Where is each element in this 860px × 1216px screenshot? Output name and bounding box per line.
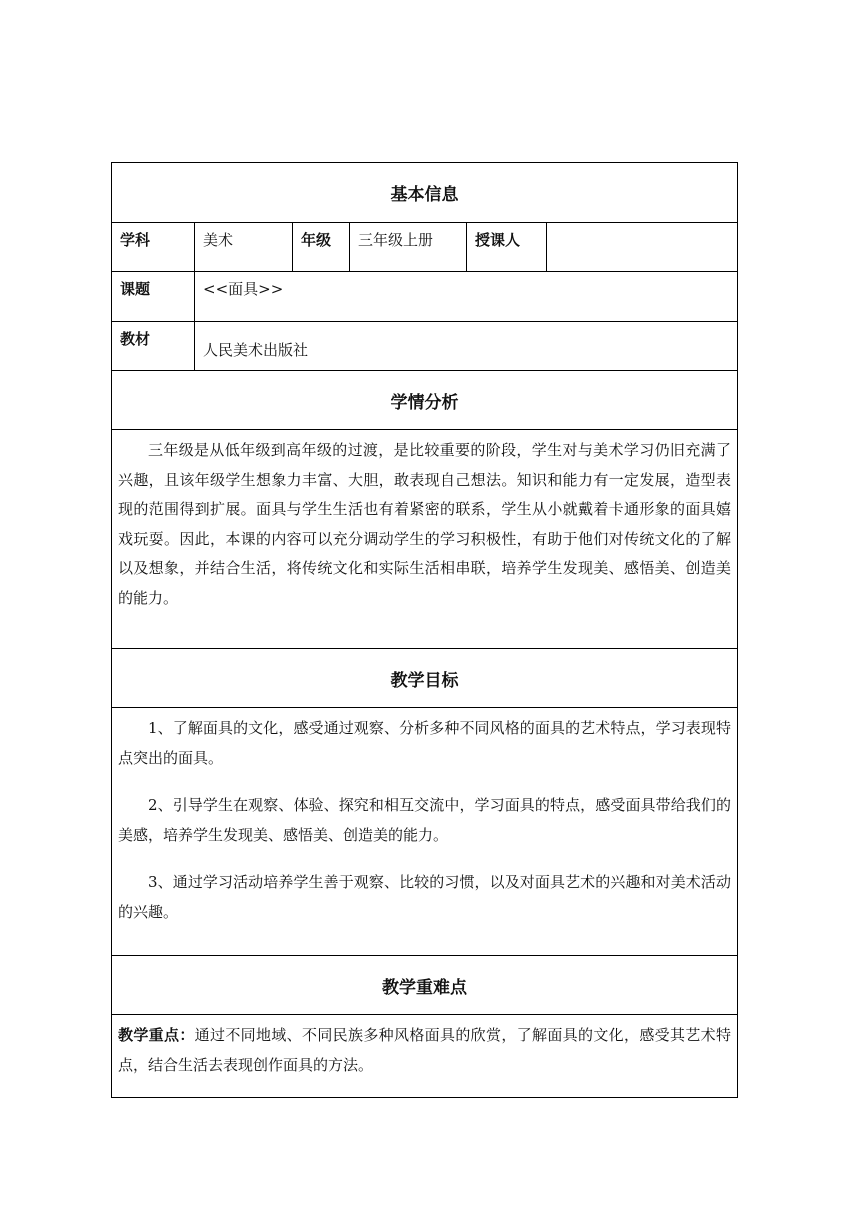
teacher-value [547,223,738,272]
teaching-goals-heading-text: 教学目标 [390,670,459,691]
subject-label: 学科 [112,223,195,272]
textbook-label: 教材 [112,322,195,371]
goal-item-1: 1、了解面具的文化，感受通过观察、分析多种不同风格的面具的艺术特点，学习表现特点突出的面具。 [118,719,731,767]
subject-value: 美术 [195,223,293,272]
topic-value: <<面具>> [195,272,738,322]
key-points-heading [112,956,738,1015]
key-point-paragraph [118,1021,731,1080]
key-points-body [112,1015,738,1098]
textbook-value: 人民美术出版社 [195,322,738,371]
basic-info-heading [112,163,738,223]
teaching-goals-body [112,708,738,956]
grade-value: 三年级上册 [350,223,467,272]
learning-analysis-heading-text: 学情分析 [390,392,459,413]
learning-analysis-paragraph: 三年级是从低年级到高年级的过渡，是比较重要的阶段，学生对与美术学习仍旧充满了兴趣，且该年级学生想象力丰富、大胆，敢表现自己想法。知识和能力有一定发展，造型表现的范围得到扩展。面具与学生生活也有着紧密的联系，学生从小就戴着卡通形象的面具嬉戏玩耍。因此，本课的内容可以充分调动学生的学习积极性，有助于他们对传统文化的了解以及想象，并结合生活，将传统文化和实际生活相串联，培养学生发现美、感悟美、创造美的能力。 [118,441,731,607]
lesson-plan-table [111,162,738,1098]
learning-analysis-heading [112,371,738,430]
learning-analysis-body [112,430,738,649]
key-points-heading-text: 教学重难点 [382,977,467,998]
topic-label: 课题 [112,272,195,322]
key-point-text: 通过不同地域、不同民族多种风格面具的欣赏，了解面具的文化，感受其艺术特点，结合生活去表现创作面具的方法。 [118,1026,731,1074]
grade-label: 年级 [293,223,350,272]
basic-info-heading-text: 基本信息 [390,185,459,205]
key-point-label: 教学重点： [118,1026,195,1044]
teaching-goals-heading [112,649,738,708]
teacher-label: 授课人 [467,223,547,272]
goal-item-2: 2、引导学生在观察、体验、探究和相互交流中，学习面具的特点，感受面具带给我们的美感，培养学生发现美、感悟美、创造美的能力。 [118,796,731,844]
goal-item-3: 3、通过学习活动培养学生善于观察、比较的习惯，以及对面具艺术的兴趣和对美术活动的兴趣。 [118,873,731,921]
